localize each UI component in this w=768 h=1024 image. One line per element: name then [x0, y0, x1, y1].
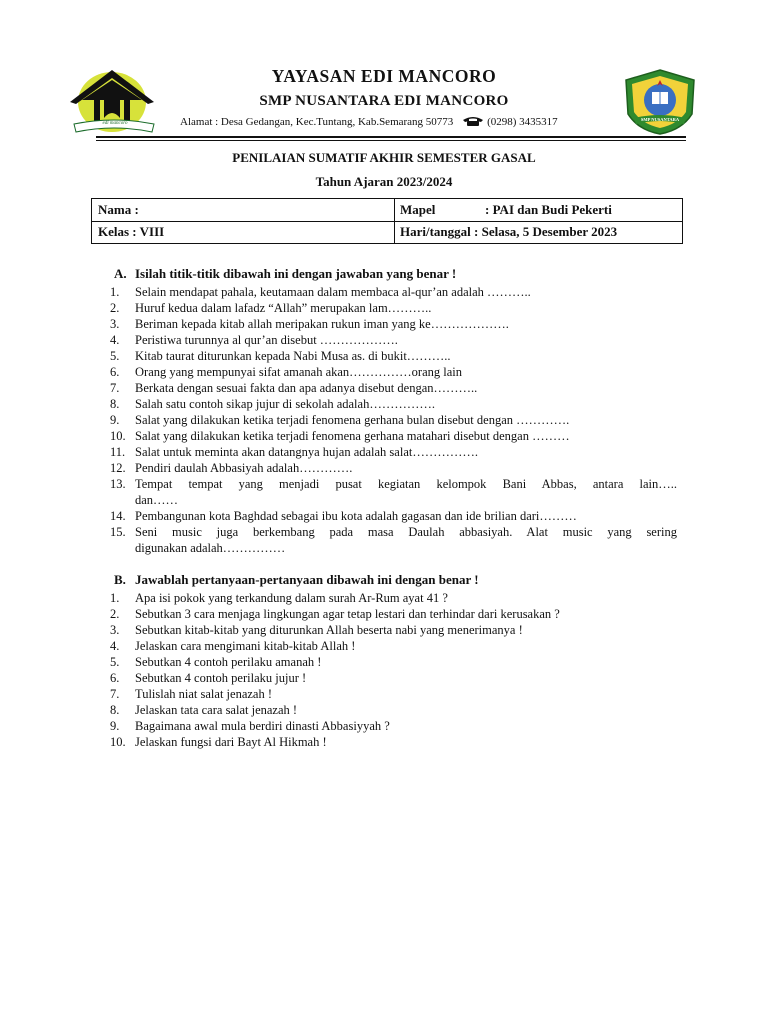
question-number: 10.: [110, 735, 126, 749]
question-text: Peristiwa turunnya al qur’an disebut ……………….: [135, 333, 398, 347]
question-text: Salat yang dilakukan ketika terjadi fenomena gerhana matahari disebut dengan ………: [135, 429, 570, 443]
address-line: [180, 116, 558, 128]
question-text-continuation: dan……: [135, 493, 179, 507]
question-number: 4.: [110, 333, 120, 347]
question-text: Salat yang dilakukan ketika terjadi fenomena gerhana bulan disebut dengan ………….: [135, 413, 570, 427]
question-text: Selain mendapat pahala, keutamaan dalam membaca al-qur’an adalah ………..: [135, 285, 531, 299]
section-a-title: Isilah titik-titik dibawah ini dengan jawaban yang benar !: [135, 266, 457, 281]
question-text: Salat untuk meminta akan datangnya hujan adalah salat…………….: [135, 445, 478, 459]
school-year: Tahun Ajaran 2023/2024: [315, 174, 453, 189]
question-text: Sebutkan 3 cara menjaga lingkungan agar tetap lestari dan terhindar dari kerusakan ?: [135, 607, 560, 621]
question-text: Beriman kepada kitab allah meripakan rukun iman yang ke……………….: [135, 317, 509, 331]
question-number: 1.: [110, 591, 120, 605]
question-text-continuation: digunakan adalah……………: [135, 541, 286, 555]
question-number: 15.: [110, 525, 126, 539]
question-text: Orang yang mempunyai sifat amanah akan……………orang lain: [135, 365, 462, 379]
question-number: 1.: [110, 285, 120, 299]
section-b-title: Jawablah pertanyaan-pertanyaan dibawah ini dengan benar !: [135, 572, 479, 587]
question-text: Sebutkan 4 contoh perilaku amanah !: [135, 655, 322, 669]
question-number: 2.: [110, 607, 120, 621]
question-text: Bagaimana awal mula berdiri dinasti Abbasiyyah ?: [135, 719, 390, 733]
question-text: Seni music juga berkembang pada masa Daulah abbasiyah. Alat music yang sering: [135, 525, 677, 539]
header-divider: [96, 136, 686, 138]
address-text: Alamat : Desa Gedangan, Kec.Tuntang, Kab.Semarang 50773: [180, 116, 454, 128]
foundation-name: YAYASAN EDI MANCORO: [271, 66, 497, 86]
question-number: 13.: [110, 477, 126, 491]
date-label: Hari/tanggal : Selasa, 5 Desember 2023: [400, 224, 618, 239]
question-text: Jelaskan tata cara salat jenazah !: [135, 703, 298, 717]
question-number: 10.: [110, 429, 126, 443]
mapel-value: : PAI dan Budi Pekerti: [485, 202, 612, 217]
question-text: Sebutkan 4 contoh perilaku jujur !: [135, 671, 307, 685]
question-number: 5.: [110, 349, 120, 363]
question-number: 14.: [110, 509, 126, 523]
kelas-label: Kelas : VIII: [98, 224, 165, 239]
question-number: 12.: [110, 461, 126, 475]
question-text: Tempat tempat yang menjadi pusat kegiatan kelompok Bani Abbas, antara lain…..: [135, 477, 677, 491]
section-a-letter: A.: [114, 266, 127, 281]
question-text: Huruf kedua dalam lafadz “Allah” merupakan lam………..: [135, 301, 432, 315]
question-text: Kitab taurat diturunkan kepada Nabi Musa as. di bukit………..: [135, 349, 451, 363]
school-name: SMP NUSANTARA EDI MANCORO: [259, 93, 509, 109]
question-number: 5.: [110, 655, 120, 669]
logo-left-caption: edi mancoro: [102, 121, 128, 126]
student-info-table: [91, 198, 683, 244]
exam-title: PENILAIAN SUMATIF AKHIR SEMESTER GASAL: [232, 150, 536, 165]
question-number: 7.: [110, 381, 120, 395]
header-divider-thin: [96, 140, 686, 141]
question-number: 8.: [110, 703, 120, 717]
question-number: 11.: [110, 445, 126, 459]
mapel-label: Mapel: [400, 202, 436, 217]
question-text: Jelaskan fungsi dari Bayt Al Hikmah !: [135, 735, 327, 749]
question-text: Jelaskan cara mengimani kitab-kitab Allah !: [135, 639, 356, 653]
question-number: 3.: [110, 623, 120, 637]
question-number: 9.: [110, 413, 120, 427]
question-number: 2.: [110, 301, 120, 315]
question-text: Pembangunan kota Baghdad sebagai ibu kota adalah gagasan dan ide brilian dari………: [135, 509, 577, 523]
section-b-letter: B.: [114, 572, 126, 587]
telephone-icon: [462, 116, 484, 126]
question-text: Sebutkan kitab-kitab yang diturunkan Allah beserta nabi yang menerimanya !: [135, 623, 523, 637]
question-number: 6.: [110, 671, 120, 685]
question-number: 6.: [110, 365, 120, 379]
question-number: 9.: [110, 719, 120, 733]
question-number: 7.: [110, 687, 120, 701]
question-number: 4.: [110, 639, 120, 653]
question-text: Apa isi pokok yang terkandung dalam surah Ar-Rum ayat 41 ?: [135, 591, 448, 605]
logo-right-caption: SMP NUSANTARA: [640, 117, 680, 122]
question-text: Salah satu contoh sikap jujur di sekolah adalah…………….: [135, 397, 435, 411]
question-text: Berkata dengan sesuai fakta dan apa adanya disebut dengan………..: [135, 381, 478, 395]
phone-number: (0298) 3435317: [487, 116, 558, 128]
question-text: Tulislah niat salat jenazah !: [135, 687, 273, 701]
question-number: 3.: [110, 317, 120, 331]
question-number: 8.: [110, 397, 120, 411]
nama-label: Nama :: [98, 202, 139, 217]
question-text: Pendiri daulah Abbasiyah adalah………….: [135, 461, 353, 475]
